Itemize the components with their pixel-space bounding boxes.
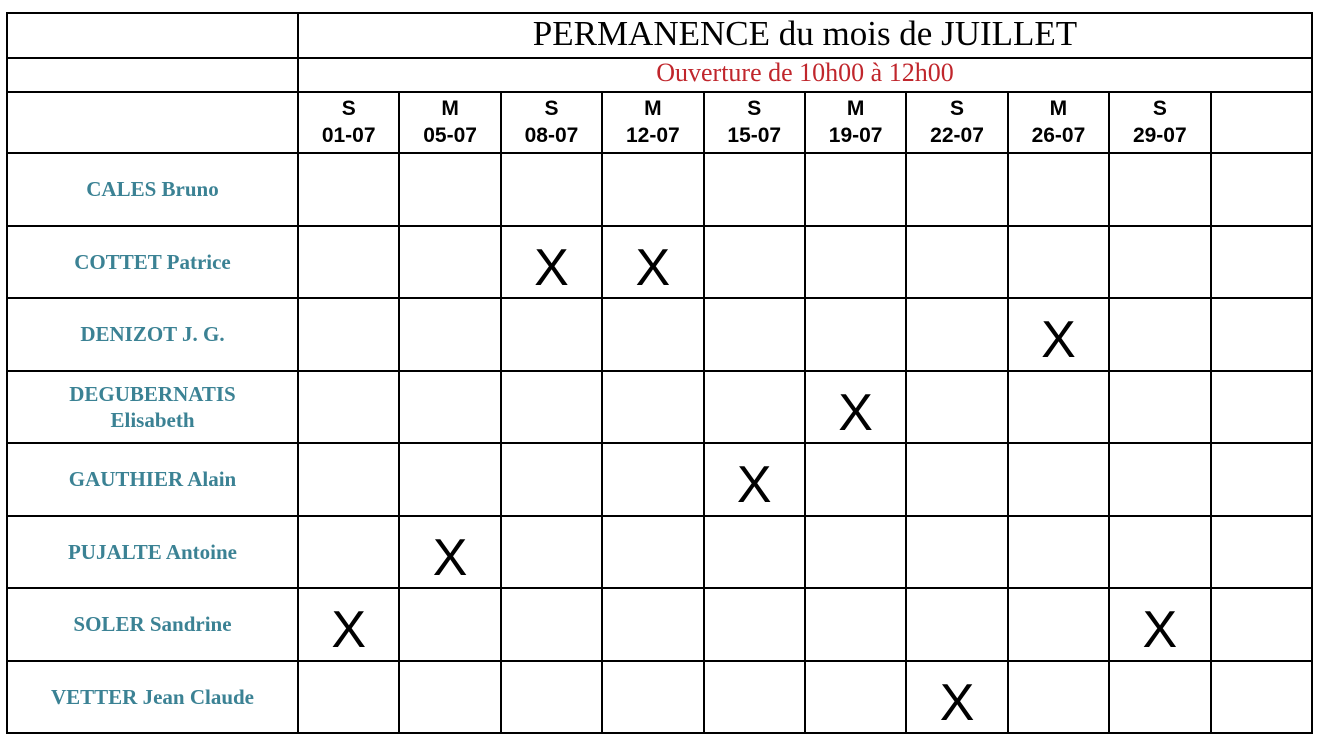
schedule-cell bbox=[602, 588, 703, 661]
schedule-cell bbox=[805, 226, 906, 299]
schedule-cell bbox=[1211, 588, 1312, 661]
schedule-cell bbox=[805, 371, 906, 444]
schedule-cell bbox=[602, 443, 703, 516]
schedule-cell bbox=[704, 153, 805, 226]
day-header-cell bbox=[704, 92, 805, 153]
schedule-cell bbox=[704, 298, 805, 371]
duty-mark: X bbox=[838, 383, 873, 442]
person-row bbox=[7, 298, 1312, 371]
duty-mark: X bbox=[432, 528, 468, 587]
day-header-cell bbox=[399, 92, 500, 153]
day-date: 12-07 bbox=[626, 123, 680, 147]
person-name-cell bbox=[7, 226, 298, 299]
schedule-cell bbox=[399, 443, 500, 516]
schedule-cell bbox=[399, 588, 500, 661]
schedule-cell bbox=[1109, 516, 1210, 589]
day-header-cell bbox=[805, 92, 906, 153]
day-letter: S bbox=[1152, 97, 1167, 121]
schedule-cell bbox=[298, 661, 399, 734]
schedule-cell bbox=[906, 661, 1007, 734]
person-name-cell bbox=[7, 153, 298, 226]
schedule-cell bbox=[1008, 516, 1109, 589]
person-row bbox=[7, 516, 1312, 589]
day-letter: S bbox=[950, 97, 965, 121]
schedule-cell bbox=[1008, 153, 1109, 226]
schedule-cell bbox=[805, 661, 906, 734]
person-row bbox=[7, 588, 1312, 661]
opening-hours: Ouverture de 10h00 à 12h00 bbox=[656, 58, 954, 87]
duty-mark: X bbox=[1142, 601, 1178, 660]
corner-cell bbox=[7, 58, 298, 92]
schedule-cell bbox=[399, 153, 500, 226]
title-cell bbox=[298, 13, 1312, 58]
title-row bbox=[7, 13, 1312, 58]
day-letter: M bbox=[441, 97, 459, 121]
schedule-cell bbox=[1211, 298, 1312, 371]
day-date: 01-07 bbox=[321, 123, 376, 147]
schedule-cell bbox=[602, 661, 703, 734]
person-name: DENIZOT J. G. bbox=[80, 322, 225, 347]
person-name: SOLER Sandrine bbox=[73, 612, 232, 637]
schedule-cell bbox=[805, 516, 906, 589]
schedule-cell bbox=[1008, 298, 1109, 371]
day-date: 26-07 bbox=[1031, 123, 1086, 147]
schedule-cell bbox=[906, 516, 1007, 589]
day-header-cell bbox=[1109, 92, 1210, 153]
person-name: CALES Bruno bbox=[86, 177, 219, 202]
schedule-cell bbox=[1109, 443, 1210, 516]
day-header-cell bbox=[1008, 92, 1109, 153]
schedule-cell bbox=[704, 443, 805, 516]
schedule-cell bbox=[1211, 516, 1312, 589]
schedule-cell bbox=[501, 226, 602, 299]
schedule-cell bbox=[1109, 371, 1210, 444]
day-letter: S bbox=[544, 97, 559, 121]
schedule-cell bbox=[1109, 153, 1210, 226]
duty-mark: X bbox=[1041, 311, 1076, 370]
subtitle-cell bbox=[298, 58, 1312, 92]
schedule-table bbox=[6, 12, 1313, 734]
schedule-cell bbox=[1109, 298, 1210, 371]
schedule-cell bbox=[602, 516, 703, 589]
schedule-cell bbox=[704, 661, 805, 734]
schedule-cell bbox=[704, 588, 805, 661]
schedule-cell bbox=[906, 298, 1007, 371]
schedule-cell bbox=[1008, 443, 1109, 516]
day-letter: M bbox=[644, 97, 662, 121]
schedule-cell bbox=[399, 661, 500, 734]
schedule-cell bbox=[501, 298, 602, 371]
schedule-cell bbox=[805, 153, 906, 226]
schedule-cell bbox=[399, 371, 500, 444]
person-name-cell bbox=[7, 588, 298, 661]
schedule-cell bbox=[805, 588, 906, 661]
schedule-cell bbox=[298, 588, 399, 661]
schedule-cell bbox=[1211, 226, 1312, 299]
day-date: 19-07 bbox=[828, 123, 883, 147]
person-name: PUJALTE Antoine bbox=[67, 539, 237, 564]
day-header-cell bbox=[602, 92, 703, 153]
person-name: COTTET Patrice bbox=[74, 249, 231, 274]
person-row bbox=[7, 153, 1312, 226]
schedule-cell bbox=[1109, 588, 1210, 661]
person-name-cell bbox=[7, 443, 298, 516]
corner-cell bbox=[7, 92, 298, 153]
duty-mark: X bbox=[939, 673, 975, 732]
schedule-cell bbox=[1008, 371, 1109, 444]
schedule-cell bbox=[704, 226, 805, 299]
schedule-cell bbox=[1109, 661, 1210, 734]
subtitle-row bbox=[7, 58, 1312, 92]
day-date: 05-07 bbox=[423, 123, 477, 147]
person-name: GAUTHIER Alain bbox=[68, 467, 237, 492]
schedule-cell bbox=[501, 588, 602, 661]
schedule-cell bbox=[1008, 661, 1109, 734]
person-name: VETTER Jean Claude bbox=[50, 684, 255, 709]
duty-mark: X bbox=[635, 238, 671, 297]
day-date: 22-07 bbox=[930, 123, 984, 147]
schedule-cell bbox=[298, 443, 399, 516]
schedule-cell bbox=[602, 153, 703, 226]
schedule-cell bbox=[1211, 443, 1312, 516]
schedule-cell bbox=[906, 371, 1007, 444]
schedule-cell bbox=[906, 153, 1007, 226]
schedule-cell bbox=[602, 371, 703, 444]
schedule-cell bbox=[1109, 226, 1210, 299]
schedule-cell bbox=[501, 371, 602, 444]
schedule-cell bbox=[298, 516, 399, 589]
schedule-cell bbox=[501, 443, 602, 516]
schedule-cell bbox=[805, 443, 906, 516]
schedule-cell bbox=[399, 516, 500, 589]
day-header-row bbox=[7, 92, 1312, 153]
day-date: 08-07 bbox=[524, 123, 579, 147]
day-letter: M bbox=[1049, 97, 1068, 121]
schedule-cell bbox=[501, 661, 602, 734]
corner-cell bbox=[7, 13, 298, 58]
schedule-cell bbox=[1211, 371, 1312, 444]
person-row bbox=[7, 226, 1312, 299]
schedule-cell bbox=[906, 443, 1007, 516]
day-letter: M bbox=[846, 97, 865, 121]
schedule-cell bbox=[1211, 153, 1312, 226]
duty-mark: X bbox=[534, 238, 569, 297]
person-name-cell bbox=[7, 661, 298, 734]
schedule-cell bbox=[704, 516, 805, 589]
duty-mark: X bbox=[331, 601, 367, 660]
schedule-cell bbox=[906, 588, 1007, 661]
schedule-cell bbox=[704, 371, 805, 444]
day-letter: S bbox=[747, 97, 762, 121]
schedule-cell bbox=[1008, 226, 1109, 299]
schedule-cell bbox=[805, 298, 906, 371]
person-row bbox=[7, 371, 1312, 444]
schedule-cell bbox=[602, 298, 703, 371]
schedule-cell bbox=[298, 153, 399, 226]
person-row bbox=[7, 443, 1312, 516]
schedule-cell bbox=[602, 226, 703, 299]
day-header-cell bbox=[1211, 92, 1312, 153]
schedule-cell bbox=[399, 226, 500, 299]
day-date: 29-07 bbox=[1132, 123, 1187, 147]
schedule-cell bbox=[1008, 588, 1109, 661]
person-name-cell bbox=[7, 298, 298, 371]
person-name: DEGUBERNATIS Elisabeth bbox=[69, 381, 236, 432]
day-header-cell bbox=[501, 92, 602, 153]
day-letter: S bbox=[341, 97, 356, 121]
schedule-cell bbox=[501, 153, 602, 226]
person-name-cell bbox=[7, 371, 298, 444]
schedule-cell bbox=[399, 298, 500, 371]
schedule-cell bbox=[298, 226, 399, 299]
duty-mark: X bbox=[736, 456, 772, 515]
person-name-cell bbox=[7, 516, 298, 589]
schedule-cell bbox=[501, 516, 602, 589]
day-date: 15-07 bbox=[727, 123, 782, 147]
schedule-cell bbox=[298, 371, 399, 444]
schedule-cell bbox=[298, 298, 399, 371]
person-row bbox=[7, 661, 1312, 734]
day-header-cell bbox=[906, 92, 1007, 153]
page-title: PERMANENCE du mois de JUILLET bbox=[532, 14, 1078, 53]
schedule-cell bbox=[1211, 661, 1312, 734]
day-header-cell bbox=[298, 92, 399, 153]
schedule-cell bbox=[906, 226, 1007, 299]
